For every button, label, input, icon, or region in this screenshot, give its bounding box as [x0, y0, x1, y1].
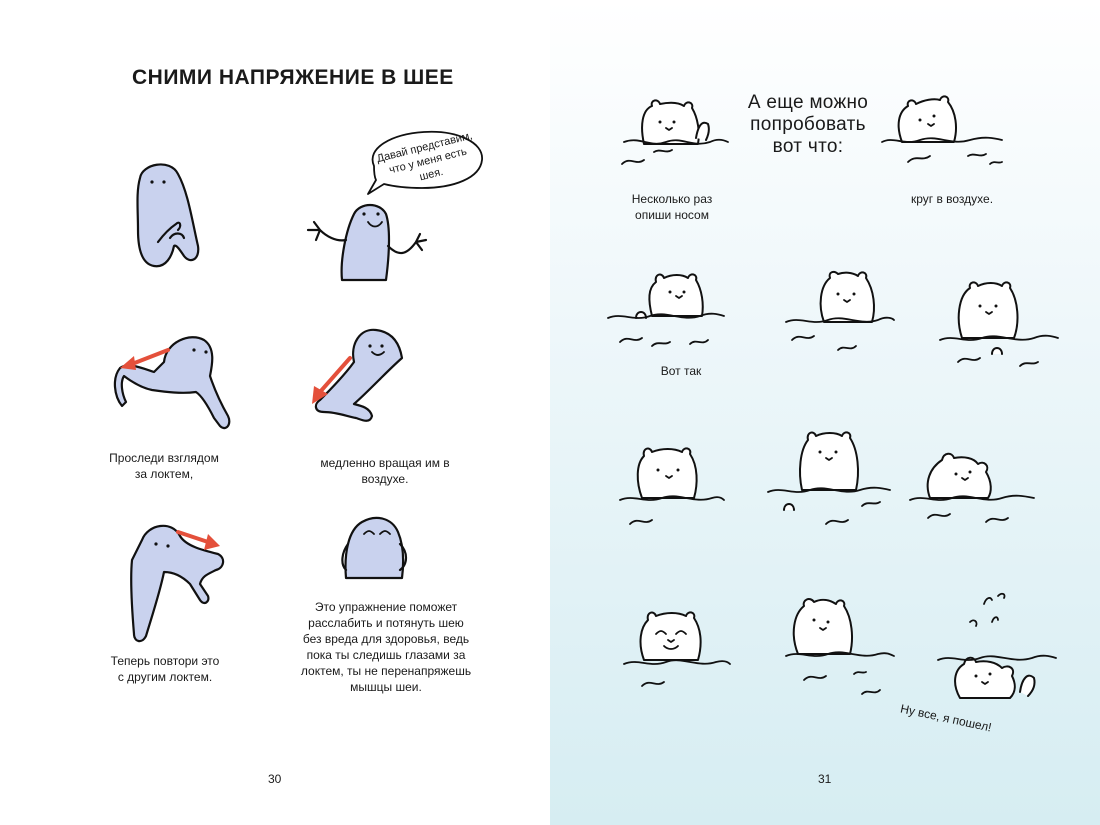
- caption-nose-circle-left: Несколько раз опиши носом: [631, 192, 713, 222]
- blob-figure-rotate-elbow: [300, 328, 420, 432]
- blob-figure-standing: [130, 160, 210, 272]
- page-number-right: 31: [818, 772, 832, 786]
- bear-swimming-5: [938, 276, 1062, 376]
- speech-bubble-text: Давай представим, что у меня есть шея.: [375, 129, 474, 184]
- blob-figure-follow-elbow: [112, 332, 240, 440]
- bear-swimming-10: [784, 590, 904, 708]
- blob-figure-other-elbow: [112, 520, 232, 646]
- page-number-left: 30: [268, 772, 282, 786]
- bear-diving: [936, 588, 1058, 708]
- caption-exercise-info: Это упражнение поможет расслабить и потянуть шею без вреда для здоровья, ведь пока ты следишь глазами за локтем, ты не перенапряжешь мышцы шеи.: [300, 600, 472, 694]
- bear-swimming-9: [622, 604, 732, 696]
- blob-figure-hands-on-neck: [334, 514, 414, 580]
- caption-like-this: Вот так: [660, 364, 702, 378]
- bear-swimming-3: [606, 266, 726, 354]
- bear-swimming-4: [782, 266, 896, 362]
- page-title: СНИМИ НАПРЯЖЕНИЕ В ШЕЕ: [132, 66, 454, 89]
- right-page-heading: А еще можно попробовать вот что:: [747, 92, 869, 157]
- bear-swimming-1: [620, 96, 736, 176]
- caption-follow-elbow: Проследи взглядом за локтем,: [109, 451, 219, 481]
- caption-goodbye: Ну все, я пошел!: [899, 701, 993, 735]
- blob-figure-waving: [302, 200, 432, 284]
- caption-rotate-slowly: медленно вращая им в воздухе.: [320, 456, 450, 486]
- bear-swimming-7: [766, 426, 894, 534]
- bear-swimming-6: [616, 440, 726, 536]
- caption-nose-circle-right: круг в воздухе.: [910, 192, 994, 206]
- caption-repeat-other-elbow: Теперь повтори это с другим локтем.: [110, 654, 220, 684]
- bear-swimming-2: [880, 92, 1008, 176]
- bear-swimming-8: [908, 438, 1038, 534]
- right-page: [550, 0, 1100, 825]
